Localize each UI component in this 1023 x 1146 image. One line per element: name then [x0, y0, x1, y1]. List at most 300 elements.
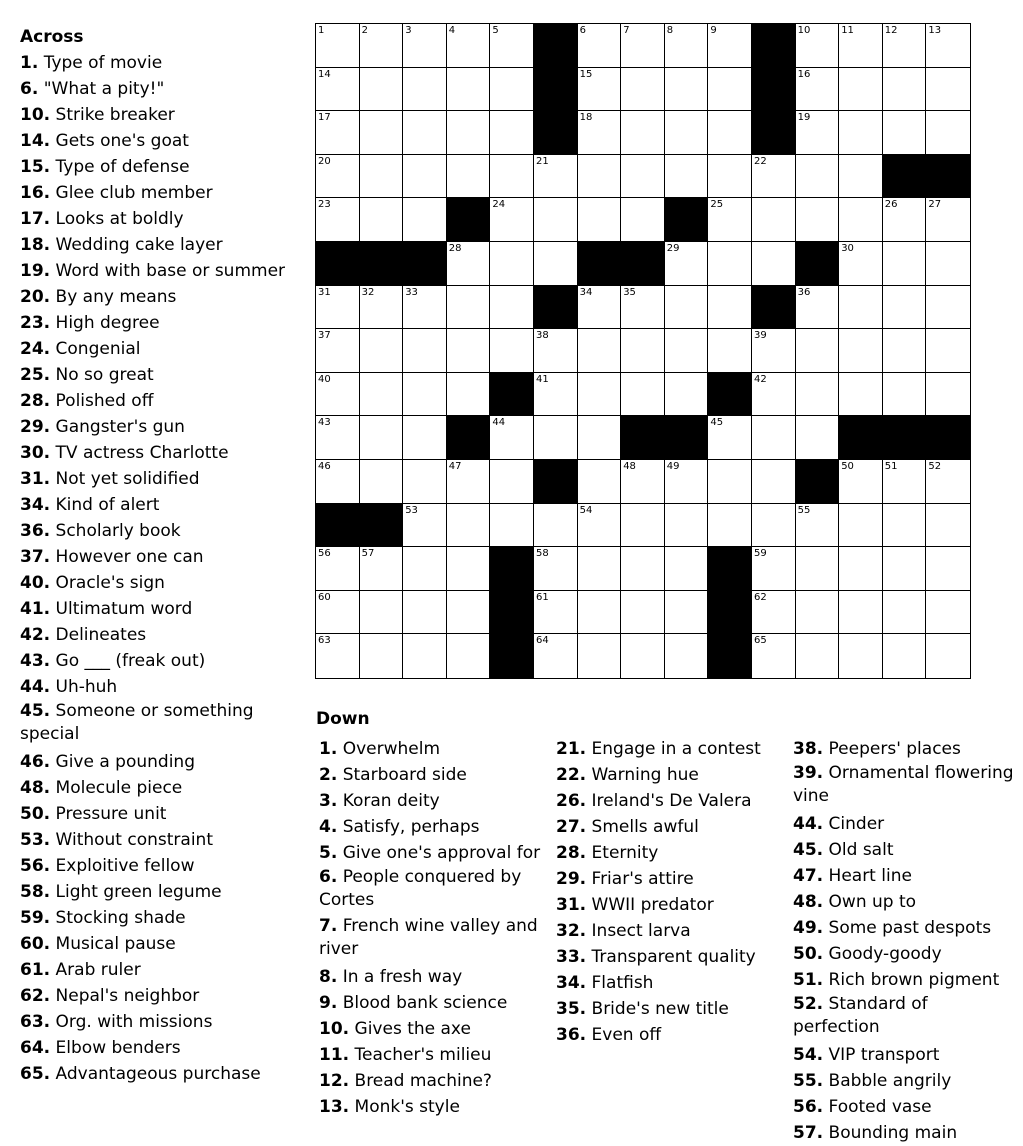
grid-cell[interactable] — [839, 329, 883, 373]
clue-number: 48. — [20, 778, 51, 798]
grid-cell[interactable] — [752, 242, 796, 286]
grid-cell[interactable] — [578, 155, 622, 199]
grid-cell[interactable] — [796, 329, 840, 373]
clue-text: Koran deity — [342, 791, 440, 811]
grid-cell[interactable] — [926, 373, 970, 417]
grid-cell[interactable] — [578, 634, 622, 678]
clue-item — [793, 915, 1015, 941]
clue-number: 41. — [20, 599, 51, 619]
grid-cell[interactable] — [447, 286, 491, 330]
grid-block — [490, 547, 534, 591]
clue-item — [556, 1022, 788, 1048]
grid-cell[interactable] — [621, 286, 665, 330]
grid-cell[interactable] — [752, 198, 796, 242]
grid-cell[interactable] — [796, 373, 840, 417]
grid-cell[interactable] — [665, 68, 709, 112]
clue-text: Without constraint — [55, 830, 213, 850]
grid-cell[interactable] — [403, 155, 447, 199]
grid-cell[interactable] — [621, 373, 665, 417]
grid-cell[interactable] — [926, 460, 970, 504]
clue-text: Glee club member — [55, 183, 213, 203]
cell-number: 63 — [318, 635, 331, 647]
grid-cell[interactable] — [752, 547, 796, 591]
grid-cell[interactable] — [534, 504, 578, 548]
grid-cell[interactable] — [752, 504, 796, 548]
grid-cell[interactable] — [316, 155, 360, 199]
grid-cell[interactable] — [883, 504, 927, 548]
clue-text: Even off — [591, 1025, 662, 1045]
grid-cell[interactable] — [360, 68, 404, 112]
grid-cell[interactable] — [926, 634, 970, 678]
grid-cell[interactable] — [665, 460, 709, 504]
grid-cell[interactable] — [621, 329, 665, 373]
clue-text: Eternity — [591, 843, 659, 863]
clue-text: Cinder — [828, 814, 885, 834]
clue-text: Pressure unit — [55, 804, 167, 824]
grid-block — [490, 634, 534, 678]
clue-text: Wedding cake layer — [55, 235, 223, 255]
grid-cell[interactable] — [316, 286, 360, 330]
grid-cell[interactable] — [403, 329, 447, 373]
clue-text: Insect larva — [591, 921, 691, 941]
cell-number: 2 — [361, 25, 368, 36]
grid-cell[interactable] — [490, 111, 534, 155]
grid-cell[interactable] — [796, 68, 840, 112]
grid-cell[interactable] — [839, 68, 883, 112]
cell-number: 16 — [797, 68, 811, 80]
clue-number: 33. — [556, 947, 587, 967]
grid-cell[interactable] — [447, 111, 491, 155]
clue-item — [20, 128, 290, 154]
grid-cell[interactable] — [708, 416, 752, 460]
clue-number: 34. — [556, 973, 587, 993]
grid-cell[interactable] — [752, 155, 796, 199]
grid-cell[interactable] — [926, 198, 970, 242]
cell-number: 54 — [579, 504, 593, 516]
grid-cell[interactable] — [360, 547, 404, 591]
clue-number: 14. — [20, 131, 51, 151]
grid-cell[interactable] — [796, 198, 840, 242]
clue-text: "What a pity!" — [43, 79, 165, 99]
clue-item — [20, 801, 290, 827]
grid-cell[interactable] — [403, 416, 447, 460]
grid-block — [752, 111, 796, 155]
grid-cell[interactable] — [403, 504, 447, 548]
cell-number: 39 — [754, 330, 767, 342]
grid-cell[interactable] — [403, 198, 447, 242]
grid-block — [534, 460, 578, 504]
grid-cell[interactable] — [752, 329, 796, 373]
grid-cell[interactable] — [316, 373, 360, 417]
clue-item — [556, 840, 788, 866]
grid-cell[interactable] — [708, 242, 752, 286]
grid-cell[interactable] — [534, 373, 578, 417]
grid-cell[interactable] — [578, 591, 622, 635]
clue-item — [20, 414, 290, 440]
grid-cell[interactable] — [490, 286, 534, 330]
clue-text: Blood bank science — [342, 993, 508, 1013]
grid-cell[interactable] — [534, 198, 578, 242]
grid-cell[interactable] — [665, 634, 709, 678]
grid-cell[interactable] — [665, 242, 709, 286]
grid-cell[interactable] — [360, 416, 404, 460]
cell-number: 49 — [666, 461, 680, 472]
grid-cell[interactable] — [708, 286, 752, 330]
grid-block — [708, 634, 752, 678]
down-heading: Down — [316, 709, 370, 729]
grid-cell[interactable] — [752, 460, 796, 504]
grid-cell[interactable] — [926, 242, 970, 286]
cell-number: 56 — [318, 548, 331, 560]
cell-number: 51 — [884, 461, 898, 472]
grid-cell[interactable] — [926, 547, 970, 591]
clue-number: 46. — [20, 752, 51, 772]
clue-item — [20, 232, 290, 258]
grid-cell[interactable] — [403, 68, 447, 112]
clue-number: 3. — [319, 791, 338, 811]
cell-number: 17 — [318, 112, 331, 124]
grid-cell[interactable] — [578, 504, 622, 548]
clue-number: 29. — [20, 417, 51, 437]
cell-number: 37 — [318, 330, 331, 342]
grid-cell[interactable] — [403, 591, 447, 635]
grid-cell[interactable] — [708, 504, 752, 548]
grid-cell[interactable] — [403, 634, 447, 678]
grid-cell[interactable] — [883, 460, 927, 504]
grid-cell[interactable] — [796, 24, 840, 68]
grid-cell[interactable] — [360, 591, 404, 635]
grid-cell[interactable] — [447, 634, 491, 678]
grid-cell[interactable] — [926, 24, 970, 68]
clue-text: Some past despots — [828, 918, 992, 938]
grid-cell[interactable] — [447, 373, 491, 417]
clue-text: Someone or something special — [20, 701, 254, 744]
grid-cell[interactable] — [316, 416, 360, 460]
cell-number: 42 — [754, 373, 767, 385]
grid-block — [578, 242, 622, 286]
grid-cell[interactable] — [708, 198, 752, 242]
clue-item — [20, 622, 290, 648]
grid-cell[interactable] — [360, 634, 404, 678]
grid-cell[interactable] — [403, 460, 447, 504]
grid-cell[interactable] — [621, 198, 665, 242]
grid-cell[interactable] — [403, 373, 447, 417]
clue-item — [20, 570, 290, 596]
grid-cell[interactable] — [360, 155, 404, 199]
grid-cell[interactable] — [490, 460, 534, 504]
grid-cell[interactable] — [447, 591, 491, 635]
cell-number: 31 — [318, 286, 331, 298]
grid-cell[interactable] — [883, 547, 927, 591]
clue-number: 48. — [793, 892, 824, 912]
clue-item — [793, 762, 1015, 811]
grid-cell[interactable] — [665, 24, 709, 68]
grid-cell[interactable] — [534, 242, 578, 286]
grid-cell[interactable] — [360, 373, 404, 417]
clue-item — [20, 180, 290, 206]
grid-cell[interactable] — [796, 416, 840, 460]
grid-cell[interactable] — [839, 242, 883, 286]
grid-cell[interactable] — [926, 591, 970, 635]
grid-cell[interactable] — [839, 373, 883, 417]
grid-cell[interactable] — [839, 547, 883, 591]
clue-text: Musical pause — [55, 934, 176, 954]
grid-cell[interactable] — [926, 68, 970, 112]
clue-number: 8. — [319, 967, 338, 987]
clue-number: 28. — [556, 843, 587, 863]
grid-cell[interactable] — [796, 591, 840, 635]
grid-cell[interactable] — [403, 111, 447, 155]
grid-cell[interactable] — [883, 373, 927, 417]
clue-item — [20, 700, 290, 749]
grid-cell[interactable] — [578, 24, 622, 68]
grid-cell[interactable] — [360, 24, 404, 68]
grid-cell[interactable] — [316, 111, 360, 155]
grid-cell[interactable] — [708, 329, 752, 373]
grid-cell[interactable] — [403, 24, 447, 68]
grid-cell[interactable] — [883, 68, 927, 112]
clue-number: 51. — [793, 970, 824, 990]
grid-cell[interactable] — [883, 111, 927, 155]
grid-cell[interactable] — [316, 68, 360, 112]
clue-item — [793, 993, 1015, 1042]
grid-cell[interactable] — [926, 504, 970, 548]
grid-cell[interactable] — [490, 68, 534, 112]
grid-cell[interactable] — [621, 111, 665, 155]
grid-cell[interactable] — [708, 24, 752, 68]
clue-text: VIP transport — [828, 1045, 940, 1065]
grid-cell[interactable] — [839, 155, 883, 199]
clue-number: 21. — [556, 739, 587, 759]
grid-cell[interactable] — [578, 373, 622, 417]
clue-number: 60. — [20, 934, 51, 954]
grid-cell[interactable] — [360, 198, 404, 242]
clue-text: Elbow benders — [55, 1038, 181, 1058]
across-clue-list — [20, 24, 290, 1087]
grid-block — [534, 286, 578, 330]
clue-item — [319, 762, 551, 788]
grid-cell[interactable] — [578, 329, 622, 373]
clue-item — [20, 749, 290, 775]
grid-cell[interactable] — [316, 460, 360, 504]
grid-cell[interactable] — [883, 634, 927, 678]
grid-cell[interactable] — [752, 634, 796, 678]
grid-cell[interactable] — [665, 591, 709, 635]
clue-item — [20, 983, 290, 1009]
clue-number: 15. — [20, 157, 51, 177]
grid-cell[interactable] — [926, 329, 970, 373]
clue-number: 34. — [20, 495, 51, 515]
grid-cell[interactable] — [796, 504, 840, 548]
clue-text: Warning hue — [591, 765, 699, 785]
grid-cell[interactable] — [883, 329, 927, 373]
grid-cell[interactable] — [316, 198, 360, 242]
clue-text: However one can — [55, 547, 204, 567]
grid-cell[interactable] — [447, 504, 491, 548]
grid-cell[interactable] — [447, 68, 491, 112]
cell-number: 20 — [318, 155, 331, 167]
clue-item — [20, 258, 290, 284]
grid-cell[interactable] — [796, 286, 840, 330]
clue-number: 6. — [20, 79, 39, 99]
clue-number: 13. — [319, 1097, 350, 1117]
grid-cell[interactable] — [578, 460, 622, 504]
grid-cell[interactable] — [316, 329, 360, 373]
clue-item — [319, 866, 551, 915]
grid-cell[interactable] — [621, 460, 665, 504]
grid-cell[interactable] — [796, 155, 840, 199]
grid-cell[interactable] — [490, 24, 534, 68]
clue-item — [20, 154, 290, 180]
grid-cell[interactable] — [708, 460, 752, 504]
grid-cell[interactable] — [883, 198, 927, 242]
grid-cell[interactable] — [621, 547, 665, 591]
clue-number: 63. — [20, 1012, 51, 1032]
clue-number: 56. — [793, 1097, 824, 1117]
grid-cell[interactable] — [316, 634, 360, 678]
grid-cell[interactable] — [839, 634, 883, 678]
grid-cell[interactable] — [360, 111, 404, 155]
grid-cell[interactable] — [490, 198, 534, 242]
grid-cell[interactable] — [403, 286, 447, 330]
clue-text: Old salt — [828, 840, 894, 860]
grid-cell[interactable] — [534, 634, 578, 678]
grid-cell[interactable] — [883, 286, 927, 330]
cell-number: 7 — [623, 25, 630, 36]
grid-cell[interactable] — [578, 547, 622, 591]
grid-cell[interactable] — [796, 634, 840, 678]
grid-cell[interactable] — [708, 68, 752, 112]
grid-cell[interactable] — [665, 329, 709, 373]
grid-cell[interactable] — [752, 591, 796, 635]
clue-text: High degree — [55, 313, 160, 333]
clue-item — [793, 967, 1015, 993]
clue-number: 50. — [20, 804, 51, 824]
grid-cell[interactable] — [708, 155, 752, 199]
grid-cell[interactable] — [796, 111, 840, 155]
grid-cell[interactable] — [839, 198, 883, 242]
grid-cell[interactable] — [665, 373, 709, 417]
cell-number: 30 — [841, 243, 854, 254]
clue-item — [20, 1061, 290, 1087]
grid-cell[interactable] — [796, 547, 840, 591]
grid-cell[interactable] — [316, 591, 360, 635]
cell-number: 57 — [361, 548, 375, 560]
grid-cell[interactable] — [316, 547, 360, 591]
grid-cell[interactable] — [883, 24, 927, 68]
grid-cell[interactable] — [360, 460, 404, 504]
grid-cell[interactable] — [490, 155, 534, 199]
grid-cell[interactable] — [447, 242, 491, 286]
clue-number: 26. — [556, 791, 587, 811]
clue-item — [20, 775, 290, 801]
grid-cell[interactable] — [578, 198, 622, 242]
clue-number: 30. — [20, 443, 51, 463]
grid-cell[interactable] — [447, 547, 491, 591]
grid-cell[interactable] — [316, 24, 360, 68]
clue-text: Advantageous purchase — [55, 1064, 261, 1084]
grid-block — [621, 416, 665, 460]
grid-cell[interactable] — [839, 111, 883, 155]
clue-item — [793, 1068, 1015, 1094]
clue-item — [793, 736, 1015, 762]
grid-cell[interactable] — [665, 111, 709, 155]
grid-cell[interactable] — [839, 286, 883, 330]
grid-cell[interactable] — [621, 634, 665, 678]
clue-number: 44. — [20, 677, 51, 697]
cell-number: 40 — [318, 373, 331, 385]
cell-number: 41 — [536, 373, 549, 385]
grid-cell[interactable] — [926, 286, 970, 330]
grid-cell[interactable] — [926, 111, 970, 155]
grid-cell[interactable] — [490, 504, 534, 548]
clue-item — [20, 544, 290, 570]
grid-cell[interactable] — [665, 155, 709, 199]
grid-block — [708, 373, 752, 417]
grid-cell[interactable] — [621, 591, 665, 635]
grid-cell[interactable] — [665, 504, 709, 548]
grid-cell[interactable] — [665, 547, 709, 591]
grid-cell[interactable] — [490, 329, 534, 373]
grid-cell[interactable] — [665, 286, 709, 330]
clue-number: 1. — [319, 739, 338, 759]
grid-cell[interactable] — [403, 547, 447, 591]
grid-cell[interactable] — [360, 329, 404, 373]
grid-cell[interactable] — [360, 286, 404, 330]
clue-number: 22. — [556, 765, 587, 785]
clue-text: Babble angrily — [828, 1071, 952, 1091]
cell-number: 35 — [623, 286, 636, 298]
grid-cell[interactable] — [621, 504, 665, 548]
grid-cell[interactable] — [578, 68, 622, 112]
clue-item — [556, 788, 788, 814]
grid-cell[interactable] — [839, 460, 883, 504]
grid-cell[interactable] — [447, 155, 491, 199]
grid-cell[interactable] — [578, 286, 622, 330]
grid-cell[interactable] — [883, 591, 927, 635]
grid-cell[interactable] — [708, 111, 752, 155]
grid-cell[interactable] — [621, 68, 665, 112]
grid-cell[interactable] — [752, 416, 796, 460]
clue-number: 10. — [20, 105, 51, 125]
grid-cell[interactable] — [534, 155, 578, 199]
grid-cell[interactable] — [447, 24, 491, 68]
grid-cell[interactable] — [839, 24, 883, 68]
grid-cell[interactable] — [447, 329, 491, 373]
grid-cell[interactable] — [621, 24, 665, 68]
grid-cell[interactable] — [883, 242, 927, 286]
grid-cell[interactable] — [578, 111, 622, 155]
down-clue-column-1 — [319, 736, 551, 1120]
cell-number: 11 — [841, 25, 854, 36]
clue-item — [20, 827, 290, 853]
grid-cell[interactable] — [839, 504, 883, 548]
clue-item — [319, 915, 551, 964]
grid-cell[interactable] — [578, 416, 622, 460]
grid-cell[interactable] — [490, 416, 534, 460]
grid-cell[interactable] — [534, 547, 578, 591]
grid-cell[interactable] — [621, 155, 665, 199]
grid-cell[interactable] — [534, 591, 578, 635]
grid-cell[interactable] — [534, 416, 578, 460]
grid-cell[interactable] — [752, 373, 796, 417]
grid-cell[interactable] — [534, 329, 578, 373]
grid-cell[interactable] — [490, 242, 534, 286]
clue-number: 45. — [20, 701, 51, 721]
grid-cell[interactable] — [839, 591, 883, 635]
grid-cell[interactable] — [447, 460, 491, 504]
clue-item — [556, 996, 788, 1022]
